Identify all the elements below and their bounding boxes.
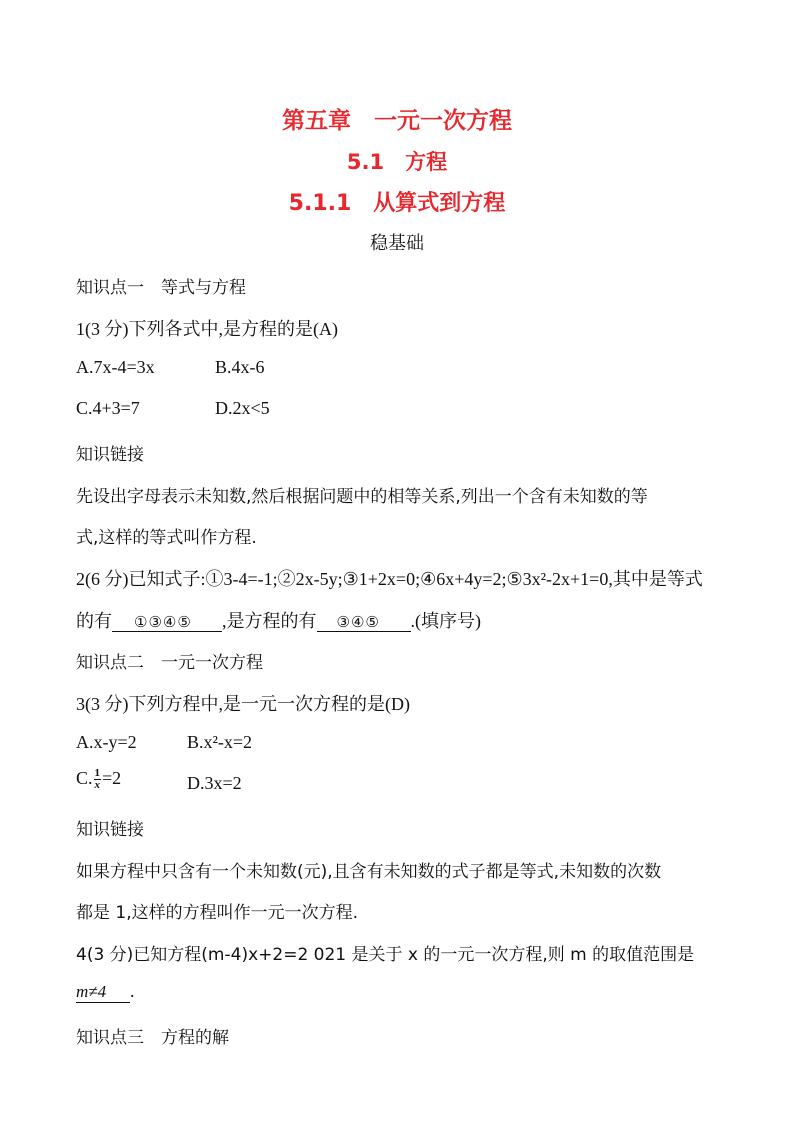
q4-line2 bbox=[76, 981, 135, 1003]
q3-option-a: A.x-y=2 bbox=[76, 732, 137, 752]
q2-line1: 2(6 分)已知式子:①3-4=-1;②2x-5y;③1+2x=0;④6x+4y=2;⑤3x²-2x+1=0,其中是等式 bbox=[76, 569, 703, 589]
kp1-link-text-2: 式,这样的等式叫作方程. bbox=[76, 528, 257, 548]
q2-pre: 的有 bbox=[76, 611, 112, 631]
kp2-link-heading: 知识链接 bbox=[76, 820, 144, 840]
q3-option-c-fraction bbox=[94, 768, 102, 791]
q2-post: .(填序号) bbox=[410, 611, 481, 631]
q1-option-d: D.2x<5 bbox=[215, 398, 270, 418]
q3-option-b: B.x²-x=2 bbox=[187, 732, 253, 752]
q3-stem: 3(3 分)下列方程中,是一元一次方程的是(D) bbox=[76, 694, 410, 714]
kp2-link-text-1: 如果方程中只含有一个未知数(元),且含有未知数的式子都是等式,未知数的次数 bbox=[76, 862, 662, 882]
level-label: 稳基础 bbox=[370, 233, 424, 254]
q2-answer-blank-1: ①③④⑤ bbox=[112, 613, 222, 632]
q3-option-c bbox=[76, 768, 121, 791]
q4-answer-blank: m≠4 bbox=[76, 982, 130, 1003]
q1-option-c: C.4+3=7 bbox=[76, 398, 140, 418]
q1-stem: 1(3 分)下列各式中,是方程的是(A) bbox=[76, 319, 338, 339]
section-title: 5.1 方程 bbox=[346, 150, 448, 174]
fraction-denominator: x bbox=[94, 779, 101, 792]
kp3-heading: 知识点三 方程的解 bbox=[76, 1028, 229, 1048]
subsection-title: 5.1.1 从算式到方程 bbox=[288, 191, 506, 216]
q3-option-d: D.3x=2 bbox=[187, 773, 242, 793]
q2-mid: ,是方程的有 bbox=[222, 611, 317, 631]
fraction-numerator: 1 bbox=[94, 767, 101, 780]
kp2-link-text-2: 都是 1,这样的方程叫作一元一次方程. bbox=[76, 903, 359, 923]
q4-line1: 4(3 分)已知方程(m-4)x+2=2 021 是关于 x 的一元一次方程,则 m 的取值范围是 bbox=[76, 945, 695, 965]
q3-option-c-suffix: =2 bbox=[102, 768, 122, 788]
q3-option-c-prefix: C. bbox=[76, 768, 93, 788]
kp1-heading: 知识点一 等式与方程 bbox=[76, 278, 246, 298]
q2-answer-blank-2: ③④⑤ bbox=[317, 613, 411, 632]
q1-option-a: A.7x-4=3x bbox=[76, 357, 155, 377]
kp1-link-text-1: 先设出字母表示未知数,然后根据问题中的相等关系,列出一个含有未知数的等 bbox=[76, 487, 648, 507]
q2-line2 bbox=[76, 607, 481, 633]
kp2-heading: 知识点二 一元一次方程 bbox=[76, 653, 263, 673]
q1-option-b: B.4x-6 bbox=[215, 357, 265, 377]
q4-post: . bbox=[130, 981, 135, 1001]
kp1-link-heading: 知识链接 bbox=[76, 445, 144, 465]
chapter-title: 第五章 一元一次方程 bbox=[282, 108, 512, 134]
